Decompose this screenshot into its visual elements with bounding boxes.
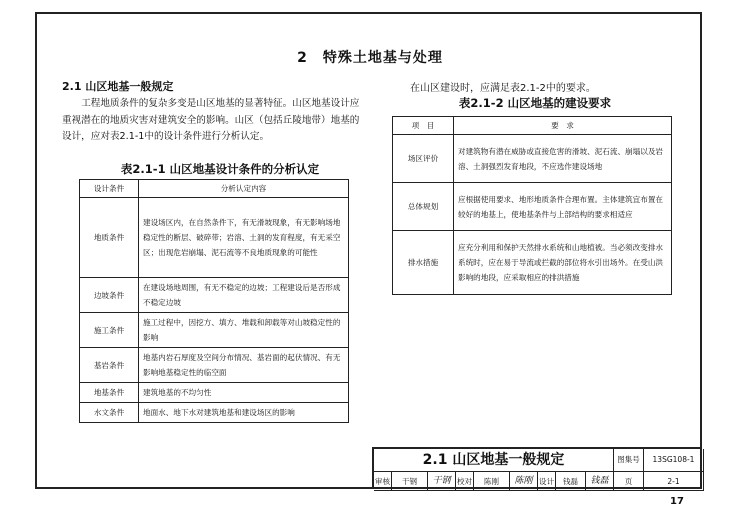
title-block-title: 2.1 山区地基一般规定	[374, 449, 614, 472]
table-header-row	[80, 180, 349, 198]
table-header: 要 求	[454, 117, 672, 135]
page-reference: 2-1	[644, 472, 704, 491]
table-row	[80, 403, 349, 423]
table-row	[80, 278, 349, 313]
table-row	[80, 383, 349, 403]
construction-requirements-table	[392, 116, 672, 295]
right-paragraph: 在山区建设时，应满足表2.1-2中的要求。	[410, 83, 596, 94]
table-cell: 边坡条件	[80, 278, 139, 313]
table-cell: 对建筑物有潜在威胁或直接危害的滑坡、泥石流、崩塌以及岩溶、土洞强烈发育地段，不应选作建设场地	[454, 135, 672, 183]
table-cell: 总体规划	[393, 183, 454, 231]
check-label: 校对	[456, 472, 474, 491]
table-header-row	[393, 117, 672, 135]
table-cell: 施工过程中，因挖方、填方、堆载和卸载等对山坡稳定性的影响	[139, 313, 349, 348]
designer-signature: 钱磊	[586, 472, 614, 491]
design-conditions-table	[79, 179, 349, 423]
table1-caption: 表2.1-1 山区地基设计条件的分析认定	[120, 162, 320, 176]
table-cell: 地面水、地下水对建筑地基和建设场区的影响	[139, 403, 349, 423]
table-header: 分析认定内容	[139, 180, 349, 198]
table-row	[80, 198, 349, 278]
table-cell: 建设场区内，在自然条件下，有无滑坡现象，有无影响场地稳定性的断层、破碎带；岩溶、土洞的发育程度，有无采空区；出现危岩崩塌、泥石流等不良地质现象的可能性	[139, 198, 349, 278]
review-label: 审核	[374, 472, 392, 491]
checker-name: 陈刚	[474, 472, 510, 491]
table-row	[393, 183, 672, 231]
table-cell: 场区评价	[393, 135, 454, 183]
table-cell: 施工条件	[80, 313, 139, 348]
reviewer-name: 干钢	[392, 472, 428, 491]
table-cell: 地基内岩石厚度及空间分布情况、基岩面的起伏情况、有无影响地基稳定性的临空面	[139, 348, 349, 383]
checker-signature: 陈刚	[510, 472, 538, 491]
table-row	[80, 348, 349, 383]
chapter-title: 2 特殊土地基与处理	[297, 50, 443, 66]
table-cell: 基岩条件	[80, 348, 139, 383]
table-cell: 地基条件	[80, 383, 139, 403]
atlas-number: 13SG108-1	[644, 449, 704, 472]
title-block	[372, 447, 702, 489]
page-number: 17	[670, 496, 684, 507]
table-cell: 水文条件	[80, 403, 139, 423]
designer-name: 钱磊	[556, 472, 586, 491]
table2-caption: 表2.1-2 山区地基的建设要求	[458, 96, 612, 110]
table-header: 项 目	[393, 117, 454, 135]
intro-paragraph: 工程地质条件的复杂多变是山区地基的显著特征。山区地基设计应重视潜在的地质灾害对建筑安全的影响。山区（包括丘陵地带）地基的设计，应对表2.1-1中的设计条件进行分析认定。	[62, 98, 360, 142]
table-row	[393, 135, 672, 183]
table-row	[393, 231, 672, 295]
table-cell: 地质条件	[80, 198, 139, 278]
page-label: 页	[614, 472, 644, 491]
table-cell: 在建设场地周围，有无不稳定的边坡；工程建设后是否形成不稳定边坡	[139, 278, 349, 313]
section-heading: 2.1 山区地基一般规定	[62, 80, 174, 93]
table-cell: 应根据使用要求、地形地质条件合理布置。主体建筑宜布置在较好的地基上，使地基条件与上部结构的要求相适应	[454, 183, 672, 231]
design-label: 设计	[538, 472, 556, 491]
reviewer-signature: 干钢	[428, 472, 456, 491]
atlas-label: 图集号	[614, 449, 644, 472]
table-cell: 排水措施	[393, 231, 454, 295]
table-cell: 应充分利用和保护天然排水系统和山地植被。当必须改变排水系统时，应在易于导流或拦截的部位将水引出场外。在受山洪影响的地段，应采取相应的排洪措施	[454, 231, 672, 295]
table-header: 设计条件	[80, 180, 139, 198]
table-row	[80, 313, 349, 348]
table-cell: 建筑地基的不均匀性	[139, 383, 349, 403]
